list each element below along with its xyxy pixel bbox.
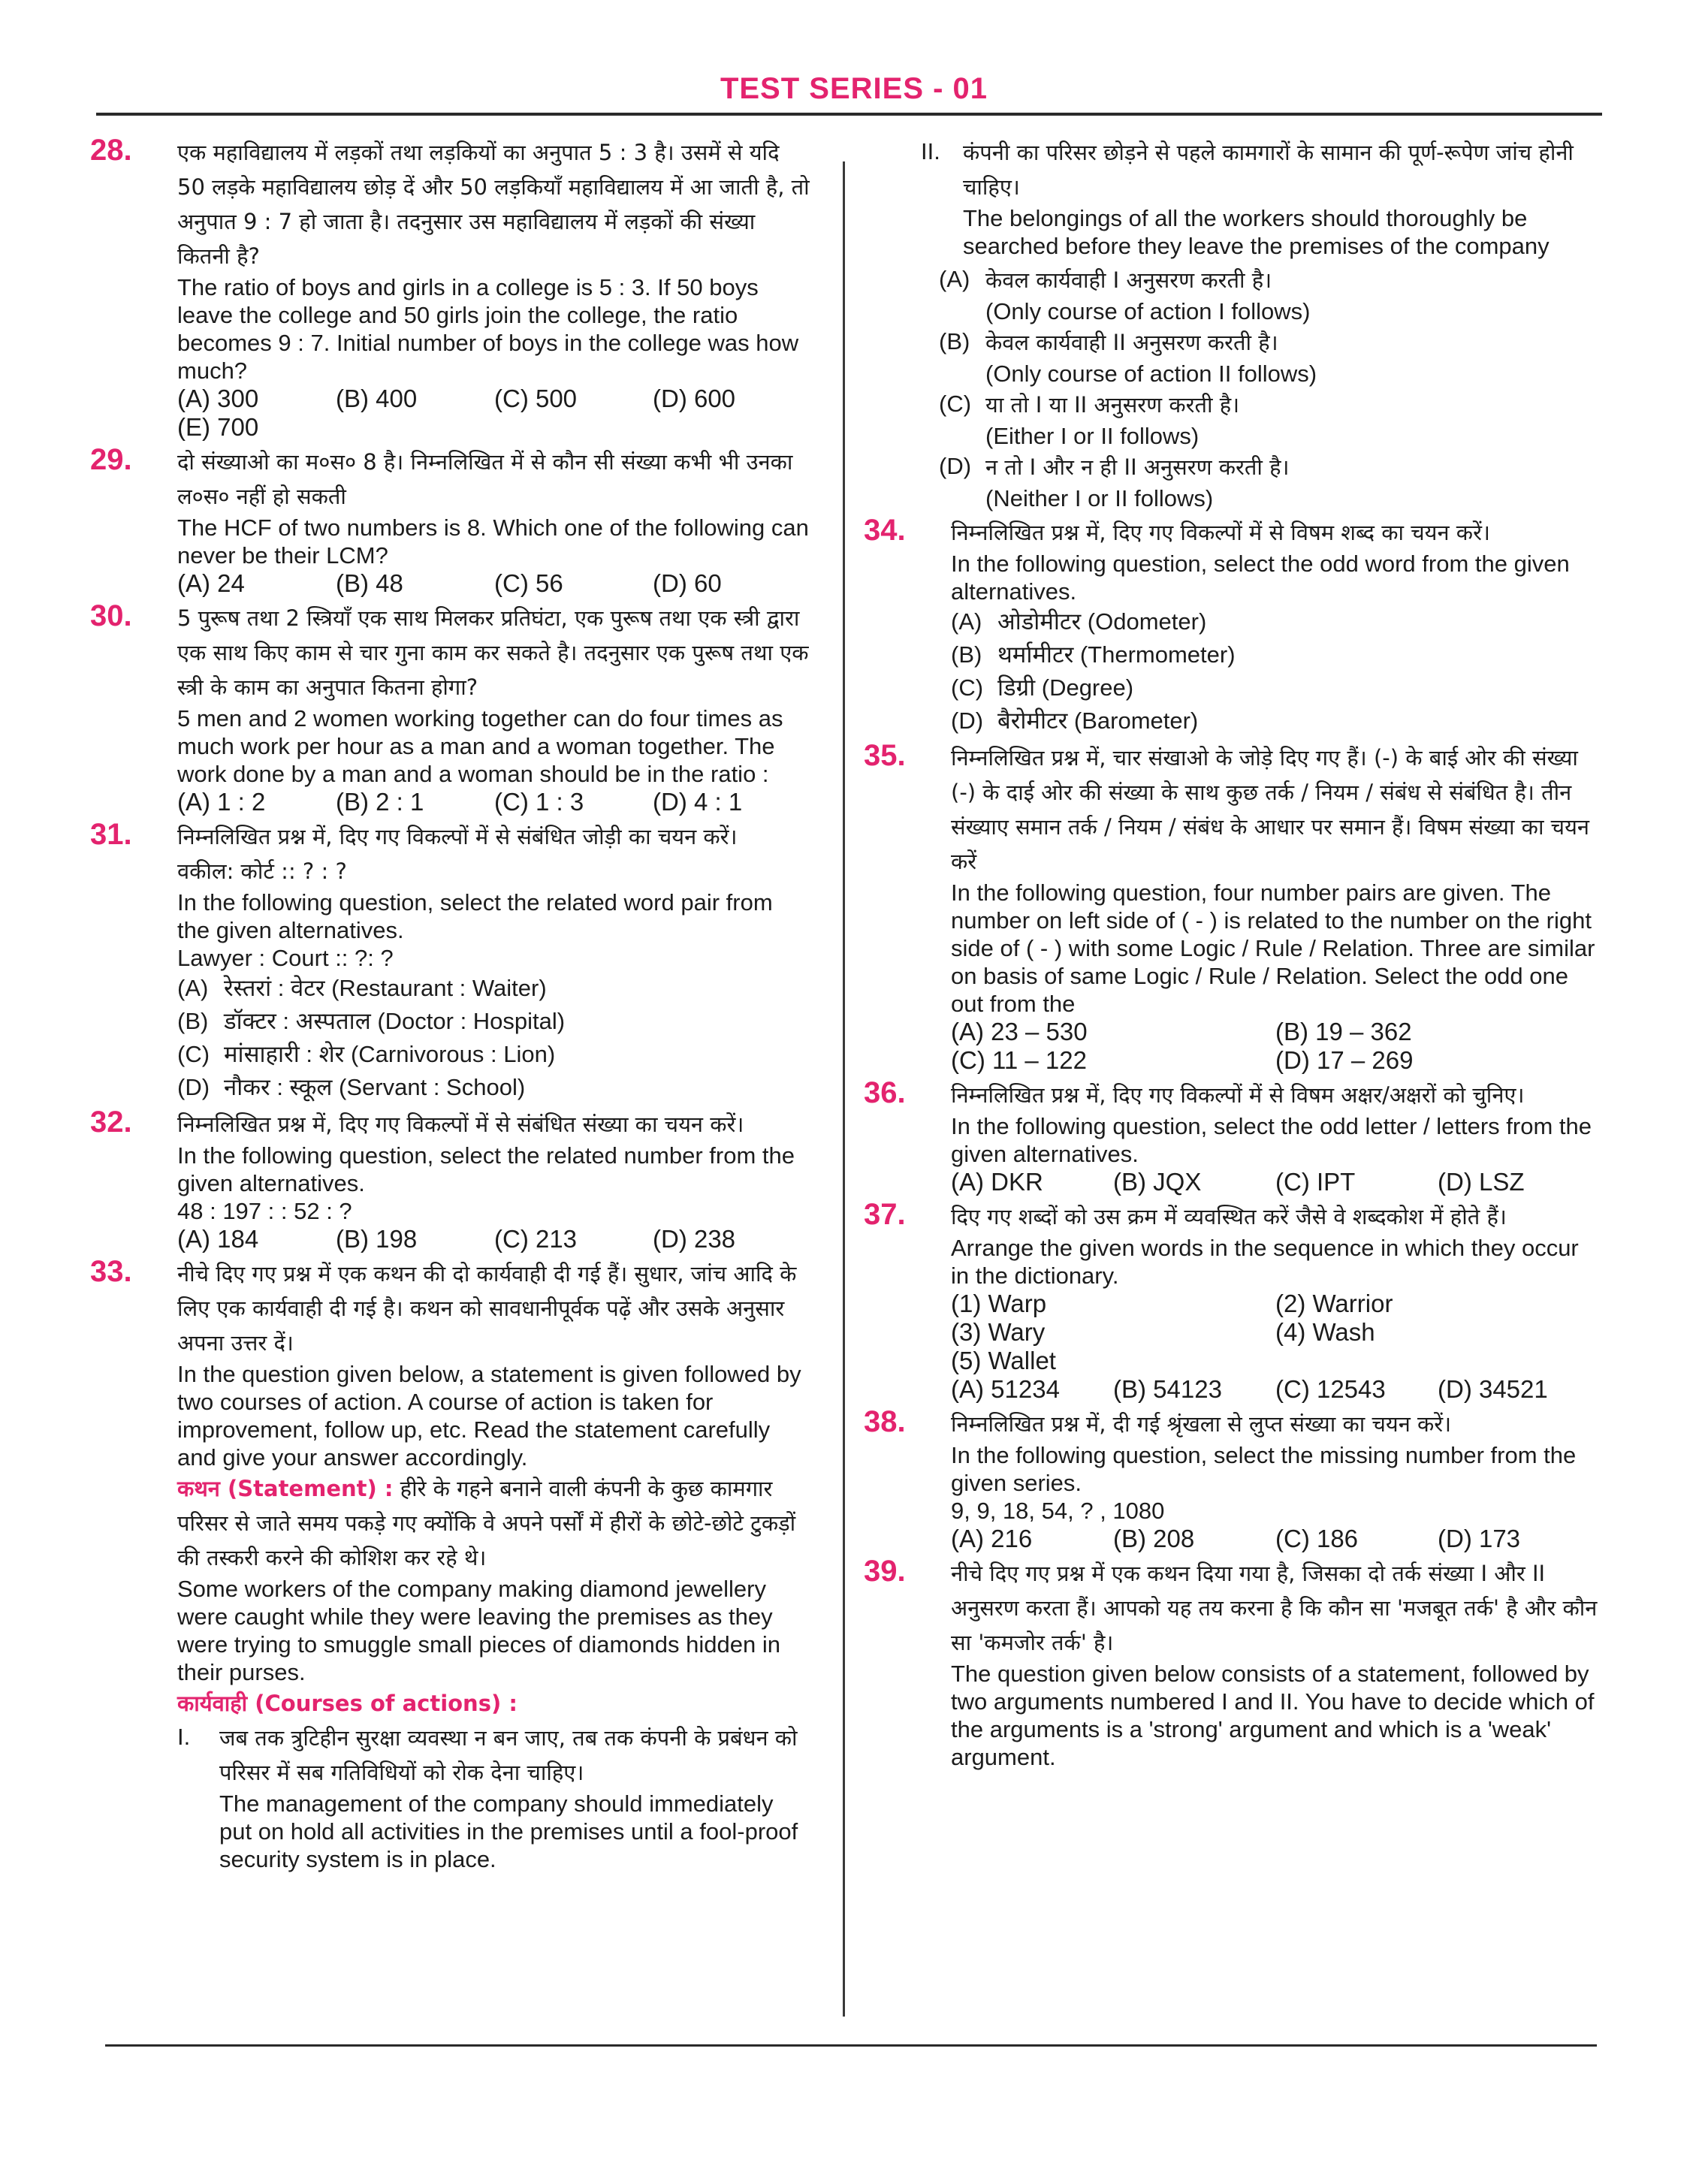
actions-label-text: कार्यवाही (Courses of actions) : <box>177 1691 518 1716</box>
question-28 <box>90 135 811 442</box>
question-text-english: In the question given below, a statement is given followed by two courses of action. A course of action is taken for improvement, follow up, etc. Read the statement carefully and give your answer accordingly. <box>177 1361 801 1471</box>
option-a[interactable]: (A) 24 <box>177 569 245 597</box>
options <box>177 385 811 442</box>
option-d[interactable] <box>939 450 1600 512</box>
option-b[interactable]: (B) 54123 <box>1113 1375 1222 1403</box>
option-c[interactable] <box>939 388 1600 450</box>
word-item: (2) Warrior <box>1275 1290 1393 1317</box>
option-a[interactable]: (A) 23 – 530 <box>951 1018 1088 1045</box>
option-text: डॉक्टर : अस्पताल (Doctor : Hospital) <box>224 1008 566 1034</box>
courses-of-action-label <box>177 1686 811 1721</box>
option-b[interactable] <box>939 325 1600 388</box>
question-number: 30. <box>90 599 132 632</box>
option-c[interactable] <box>951 671 1600 704</box>
option-a[interactable]: (A) 184 <box>177 1225 259 1253</box>
option-b[interactable] <box>177 1005 811 1038</box>
question-text-hindi: निम्नलिखित प्रश्न में, दिए गए विकल्पों में से विषम शब्द का चयन करें। <box>951 520 1490 545</box>
question-text-hindi: दो संख्याओ का म०स० 8 है। निम्नलिखित में से कौन सी संख्या कभी भी उनका ल०स० नहीं हो सकती <box>177 449 793 509</box>
question-text-hindi: नीचे दिए गए प्रश्न में एक कथन दिया गया है, जिसका दो तर्क संख्या I और II अनुसरण करता हैं। आपको यह तय करना है कि कौन सा 'मजबूत तर्क' है और कौन सा 'कमजोर तर्क' है। <box>951 1561 1598 1655</box>
question-text-hindi: नीचे दिए गए प्रश्न में एक कथन की दो कार्यवाही दी गई हैं। सुधार, जांच आदि के लिए एक कार्यवाही दी गई है। कथन को सावधानीपूर्वक पढ़ें और उसके अनुसार अपना उत्तर दें। <box>177 1261 797 1356</box>
option-label: (A) <box>939 266 970 292</box>
option-d[interactable] <box>951 704 1600 738</box>
option-text: डिग्री (Degree) <box>997 674 1134 701</box>
option-a[interactable] <box>951 605 1600 638</box>
option-b[interactable] <box>951 638 1600 671</box>
option-text: नौकर : स्कूल (Servant : School) <box>224 1074 526 1100</box>
option-a[interactable]: (A) 216 <box>951 1525 1033 1552</box>
question-number: 35. <box>864 739 906 772</box>
question-29 <box>90 445 811 598</box>
option-a[interactable] <box>177 972 811 1005</box>
question-text-english: In the following question, select the odd letter / letters from the given alternatives. <box>951 1113 1592 1167</box>
question-text-hindi: निम्नलिखित प्रश्न में, दिए गए विकल्पों में से संबंधित संख्या का चयन करें। <box>177 1112 744 1137</box>
option-c[interactable]: (C) 186 <box>1275 1525 1359 1552</box>
statement-text: हीरे के गहने बनाने वाली कंपनी के कुछ कामगार परिसर से जाते समय पकड़े गए क्योंकि वे अपने पर्सों में हीरों के छोटे-छोटे टुकड़ों की तस्करी करने की कोशिश कर रहे थे। <box>177 1476 796 1570</box>
action-text-hindi: जब तक त्रुटिहीन सुरक्षा व्यवस्था न बन जाए, तब तक कंपनी के प्रबंधन को परिसर में सब गतिविधियों को रोक देना चाहिए। <box>219 1725 798 1785</box>
options <box>177 569 811 598</box>
question-number: 33. <box>90 1255 132 1288</box>
question-number: 34. <box>864 514 906 547</box>
analogy-english: Lawyer : Court :: ?: ? <box>177 945 394 971</box>
question-text-hindi: निम्नलिखित प्रश्न में, दिए गए विकल्पों में से संबंधित जोड़ी का चयन करें। <box>177 824 738 849</box>
option-label: (B) <box>951 641 982 668</box>
analogy-hindi: वकील: कोर्ट :: ? : ? <box>177 858 347 884</box>
word-item: (4) Wash <box>1275 1318 1375 1346</box>
question-text-english: 5 men and 2 women working together can do four times as much work per hour as a man and a woman together. The work done by a man and a woman should be in the ratio : <box>177 705 783 787</box>
question-33-options <box>864 263 1600 512</box>
option-c[interactable]: (C) IPT <box>1275 1168 1356 1196</box>
course-of-action-2 <box>921 135 1600 260</box>
statement-hindi <box>177 1471 811 1575</box>
action-text-hindi: कंपनी का परिसर छोड़ने से पहले कामगारों के सामान की पूर्ण-रूपेण जांच होनी चाहिए। <box>963 140 1574 200</box>
question-text-hindi: निम्नलिखित प्रश्न में, दिए गए विकल्पों में से विषम अक्षर/अक्षरों को चुनिए। <box>951 1082 1525 1108</box>
option-b[interactable]: (B) 2 : 1 <box>336 788 424 816</box>
question-33 <box>90 1256 811 1873</box>
question-number: 28. <box>90 134 132 167</box>
word-list <box>951 1290 1600 1375</box>
question-38 <box>864 1407 1600 1553</box>
word-item: (3) Wary <box>951 1318 1046 1346</box>
options <box>951 1018 1600 1075</box>
option-c[interactable]: (C) 500 <box>494 385 578 412</box>
question-text-hindi: निम्नलिखित प्रश्न में, दी गई श्रृंखला से लुप्त संख्या का चयन करें। <box>951 1411 1452 1437</box>
options <box>951 1525 1600 1553</box>
question-35 <box>864 741 1600 1075</box>
option-b[interactable]: (B) 19 – 362 <box>1275 1018 1412 1045</box>
options <box>177 1225 811 1253</box>
option-text-english: (Neither I or II follows) <box>985 485 1214 511</box>
option-text: ओडोमीटर (Odometer) <box>997 608 1207 635</box>
question-text-english: In the following question, select the missing number from the given series. <box>951 1442 1577 1496</box>
question-30 <box>90 601 811 816</box>
action-text-english: The management of the company should immediately put on hold all activities in the premises until a fool-proof security system is in place. <box>219 1790 798 1872</box>
option-c[interactable]: (C) 56 <box>494 569 563 597</box>
statement-label: कथन (Statement) : <box>177 1476 394 1501</box>
question-text-hindi: दिए गए शब्दों को उस क्रम में व्यवस्थित करें जैसे वे शब्दकोश में होते हैं। <box>951 1204 1507 1229</box>
option-label: (A) <box>177 975 209 1001</box>
question-36 <box>864 1078 1600 1196</box>
option-d[interactable] <box>177 1071 811 1104</box>
question-34 <box>864 515 1600 738</box>
option-d[interactable]: (D) 34521 <box>1438 1375 1548 1403</box>
option-b[interactable]: (B) 400 <box>336 385 418 412</box>
option-text: रेस्तरां : वेटर (Restaurant : Waiter) <box>224 975 547 1001</box>
action-text-english: The belongings of all the workers should thoroughly be searched before they leave the premises of the company <box>963 205 1550 259</box>
option-d[interactable]: (D) 173 <box>1438 1525 1521 1552</box>
option-a[interactable]: (A) DKR <box>951 1168 1043 1196</box>
option-b[interactable]: (B) 208 <box>1113 1525 1195 1552</box>
right-column <box>864 135 1600 1774</box>
question-text-english: The ratio of boys and girls in a college is 5 : 3. If 50 boys leave the college and 50 girls join the college, the ratio becomes 9 : 7. Initial number of boys in the college was how much? <box>177 274 799 384</box>
header-rule <box>96 113 1602 116</box>
option-text: मांसाहारी : शेर (Carnivorous : Lion) <box>224 1041 556 1067</box>
option-text-hindi: न तो I और न ही II अनुसरण करती है। <box>985 454 1290 480</box>
option-d[interactable]: (D) 4 : 1 <box>653 788 743 816</box>
question-number: 39. <box>864 1555 906 1588</box>
option-text-hindi: या तो I या II अनुसरण करती है। <box>985 392 1240 418</box>
word-item: (1) Warp <box>951 1290 1047 1317</box>
option-a[interactable]: (A) 300 <box>177 385 259 412</box>
option-text: बैरोमीटर (Barometer) <box>997 707 1199 734</box>
option-c[interactable] <box>177 1038 811 1071</box>
option-text-english: (Only course of action II follows) <box>985 360 1317 387</box>
option-label: (D) <box>951 707 984 734</box>
question-text-hindi: एक महाविद्यालय में लड़कों तथा लड़कियों का अनुपात 5 : 3 है। उसमें से यदि 50 लड़के महाविद्यालय छोड़ दें और 50 लड़कियाँ महाविद्यालय में आ जाती है, तो अनुपात 9 : 7 हो जाता है। तदनुसार उस महाविद्यालय में लड़कों की संख्या कितनी है? <box>177 140 810 269</box>
option-c[interactable]: (C) 1 : 3 <box>494 788 584 816</box>
option-label: (C) <box>951 674 984 701</box>
page-header-title: TEST SERIES - 01 <box>720 72 988 105</box>
action-label: I. <box>177 1724 191 1750</box>
question-text-english: Arrange the given words in the sequence in which they occur in the dictionary. <box>951 1235 1579 1289</box>
option-e[interactable]: (E) 700 <box>177 413 259 441</box>
course-of-action-1 <box>177 1721 811 1873</box>
option-text-hindi: केवल कार्यवाही II अनुसरण करती है। <box>985 330 1278 355</box>
option-b[interactable]: (B) JQX <box>1113 1168 1202 1196</box>
footer-rule <box>105 2044 1597 2047</box>
option-d[interactable]: (D) LSZ <box>1438 1168 1525 1196</box>
option-c[interactable]: (C) 11 – 122 <box>951 1046 1087 1074</box>
question-text-english: In the following question, select the related number from the given alternatives. <box>177 1142 795 1196</box>
options <box>951 1168 1600 1196</box>
option-d[interactable]: (D) 600 <box>653 385 736 412</box>
question-text-hindi: निम्नलिखित प्रश्न में, चार संखाओ के जोड़े दिए गए हैं। (-) के बाई ओर की संख्या (-) के दाई ओर की संख्या के साथ कुछ तर्क / नियम / संबंध से संबंधित है। तीन संख्याए समान तर्क / नियम / संबंध के आधार पर समान हैं। विषम संख्या का चयन करें <box>951 745 1590 874</box>
left-column <box>90 135 811 1876</box>
option-a[interactable]: (A) 51234 <box>951 1375 1060 1403</box>
option-text-english: (Only course of action I follows) <box>985 298 1311 324</box>
statement-english: Some workers of the company making diamond jewellery were caught while they were leaving the premises as they were trying to smuggle small pieces of diamonds hidden in their purses. <box>177 1576 780 1685</box>
options <box>951 1375 1600 1404</box>
option-c[interactable]: (C) 12543 <box>1275 1375 1386 1403</box>
question-number: 38. <box>864 1405 906 1438</box>
option-a[interactable] <box>939 263 1600 325</box>
question-text-english: The question given below consists of a statement, followed by two arguments numbered I and II. You have to decide which of the arguments is a 'strong' argument and which is a 'weak' argument. <box>951 1661 1595 1770</box>
question-37 <box>864 1199 1600 1404</box>
number-series: 9, 9, 18, 54, ? , 1080 <box>951 1498 1165 1524</box>
question-number: 36. <box>864 1076 906 1109</box>
option-text-hindi: केवल कार्यवाही I अनुसरण करती है। <box>985 267 1272 293</box>
option-b[interactable]: (B) 198 <box>336 1225 418 1253</box>
option-label: (C) <box>177 1041 210 1067</box>
question-31 <box>90 819 811 1104</box>
option-d[interactable]: (D) 17 – 269 <box>1275 1046 1414 1074</box>
question-text-english: The HCF of two numbers is 8. Which one of the following can never be their LCM? <box>177 514 809 569</box>
options <box>177 788 811 816</box>
option-label: (B) <box>939 328 970 354</box>
option-label: (C) <box>939 391 972 417</box>
question-text-english: In the following question, select the related word pair from the given alternatives. <box>177 889 773 943</box>
option-c[interactable]: (C) 213 <box>494 1225 578 1253</box>
question-number: 31. <box>90 818 132 851</box>
question-text-english: In the following question, four number pairs are given. The number on left side of ( - ) is related to the number on the right side of ( - ) with some Logic / Rule / Relation. Three are similar on basis of same Logic / Rule / Relation. Select the odd one out from the <box>951 879 1595 1017</box>
question-number: 37. <box>864 1198 906 1231</box>
option-label: (B) <box>177 1008 209 1034</box>
option-b[interactable]: (B) 48 <box>336 569 403 597</box>
question-32 <box>90 1107 811 1253</box>
option-label: (D) <box>177 1074 210 1100</box>
number-analogy: 48 : 197 : : 52 : ? <box>177 1198 352 1224</box>
option-label: (A) <box>951 608 982 635</box>
column-divider <box>843 161 845 2017</box>
option-label: (D) <box>939 453 972 479</box>
option-text-english: (Either I or II follows) <box>985 423 1200 449</box>
question-text-hindi: 5 पुरूष तथा 2 स्त्रियाँ एक साथ मिलकर प्रतिघंटा, एक पुरूष तथा एक स्त्री द्वारा एक साथ किए काम से चार गुना काम कर सकते है। तदनुसार एक पुरूष तथा एक स्त्री के काम का अनुपात कितना होगा? <box>177 605 809 700</box>
question-number: 32. <box>90 1106 132 1139</box>
word-item: (5) Wallet <box>951 1347 1056 1374</box>
question-33-continued <box>864 135 1600 260</box>
question-text-english: In the following question, select the odd word from the given alternatives. <box>951 551 1570 605</box>
option-d[interactable]: (D) 60 <box>653 569 722 597</box>
option-text: थर्मामीटर (Thermometer) <box>997 641 1236 668</box>
option-a[interactable]: (A) 1 : 2 <box>177 788 266 816</box>
question-39 <box>864 1556 1600 1771</box>
action-label: II. <box>921 138 940 164</box>
option-d[interactable]: (D) 238 <box>653 1225 736 1253</box>
question-number: 29. <box>90 443 132 476</box>
